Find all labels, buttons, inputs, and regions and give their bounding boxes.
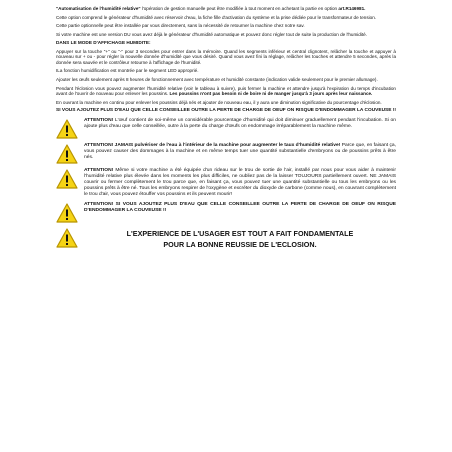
display-paragraph-4 (56, 86, 396, 97)
warning-triangle-icon (56, 228, 78, 248)
warning-text-1 (84, 118, 396, 130)
water-warning-heading: SI VOUS AJOUTEZ PLUS D'EAU QUE CELLE CONSEILLEE OUTRE LA PERTE DE CHARGE DE OEUF ON RISQUE D'ENDOMMAGER LA COUVEUSE !! (56, 108, 396, 114)
warning-block-3 (56, 168, 396, 198)
warning-block-2 (56, 143, 396, 164)
warning-label-4: ATTENTION! SI VOUS AJOUTEZ PLUS D'EAU QUE CELLE CONSEILLEE OUTRE LA PERTE DE CHARGE DE OEUF ON RISQUE D'ENDOMMAGER LA COUVEUSE !! (84, 201, 396, 213)
chicks-note: Les poussins n'ont pas besoin ni de boire ni de manger jusqu'à 3 jours après leur naissance. (169, 90, 373, 96)
intro-paragraph-1 (56, 6, 396, 11)
section-heading: DANS LE MODE D'AFFICHAGE HUMIDITE: (56, 40, 151, 46)
warning-label-3: ATTENTION! (84, 167, 114, 173)
intro-paragraph-2: Cette option comprend le générateur d'humidité avec réservoir d'eau, la fiche fille d'activation du système et la prise dédiée pour le transformateur de tension. (56, 14, 377, 20)
warning-triangle-icon (56, 169, 78, 189)
display-paragraph-2: ILa fonction humidification est montrée par le segment LED approprié. (56, 68, 199, 74)
option-code: art.R146981. (338, 6, 366, 11)
warning-text-4 (84, 202, 396, 214)
display-paragraph-3: Ajouter les œufs seulement après 8 heures de fonctionnement avec température et humidité constante (indication valide seulement pour le premier allumage). (56, 76, 378, 82)
warning-text-3 (84, 168, 396, 198)
display-paragraph-1: Appuyer sur la touche "+" ou "-" pour 3 secondes pour entrer dans la mémoire. Quand les segments inférieur et central clignotent, relâcher la touche et appuyer à nouveau sur + ou - pour régler la nouvelle donnée d'humidité que vous désiré. Quand vous avez fini la réglage, relâcher les touches et attendre 5 secondes, après la donnée sera sauvée et le contrôleur retourne à l'affichage de l'humidité. (56, 48, 396, 65)
warning-body-2: Parce que, en faisant ça, vous pouvez causer des dommages à la machine et en même temps tuer une quantité substantielle d'embryons ou de poussins prêts à être nés. (84, 142, 396, 160)
warning-triangle-icon (56, 203, 78, 223)
warning-triangle-icon (56, 119, 78, 139)
warning-label-1: ATTENTION! (84, 117, 114, 123)
warning-body-3: Même si votre machine a été équipée d'un rideau sur le trou de sortie de l'air, installé par nous pour vous aider à maintenir l'humidité relative plus élevée dans les moments les plus difficiles, ne oubliez pas de la laisser TOUJOURS partiellement ouvert. NE JAMAIS couvrir ou fermer complètement le trou parce que, en faisant ça, vous pouvez tuer une quantité substantielle ou tous les embryons ou les poussins prêts à être né. Tous les embryons respirer de l'oxygène et excréter du dioxyde de carbone (comme nous), en couvrant complètement le trou d'air, vous pouvez étouffer vos poussins et ils peuvent mourir! (84, 167, 396, 197)
intro-text-1: l'opération de gestion manuelle peut être modifiée à tout moment en achetant la partie en option (140, 6, 339, 11)
intro-paragraph-4: Si votre machine est une version DU vous avez déjà le générateur d'humidité automatique et pouvez donc régler tout de suite la production de l'humidité. (56, 31, 367, 37)
final-note-text (84, 227, 396, 249)
intro-paragraph-3: Cette partie optionnelle peut être installée par vous directement, sans la nécessité de retourner la machine chez notre sav. (56, 23, 305, 29)
warning-block-4 (56, 202, 396, 223)
display-text-4: Pendant l'éclosion vous pouvez augmenter l'humidité relative (voir le tableau à suivre), puis fermer la machine et attendre jusqu'à l'expiration du temps d'incubation avant de l'ouvrir de nouveau pour enlever les poussins. (56, 85, 396, 96)
warning-text-2 (84, 143, 396, 161)
final-line-1: L'EXPERIENCE DE L'USAGER EST TOUT A FAIT FONDAMENTALE (126, 228, 354, 238)
warning-triangle-icon (56, 144, 78, 164)
warning-label-2: ATTENTION! JAMAIS pulvériser de l'eau à l'intérieur de la machine pour augmenter le taux d'humidité relative! (84, 142, 341, 148)
option-name: "Automatisation de l'humidité relative" (56, 6, 141, 11)
warning-block-1 (56, 118, 396, 139)
final-line-2: POUR LA BONNE REUSSIE DE L'ECLOSION. (163, 239, 317, 249)
warning-body-1: L'œuf contient de soi-même un considérable pourcentage d'humidité qui doit diminuer graduellement pendant l'incubation. Si on ajoute plus d'eau que celle conseillée, outre à la perte du charge d'œufs on endommage irréparablement la machine même. (84, 117, 396, 129)
final-note (56, 227, 396, 249)
display-paragraph-5: En ouvrant la machine en continu pour enlever les poussins déjà nés et ajouter de nouveau eau, il y aura une diminution significative du pourcentage d'éclosion. (56, 99, 382, 105)
